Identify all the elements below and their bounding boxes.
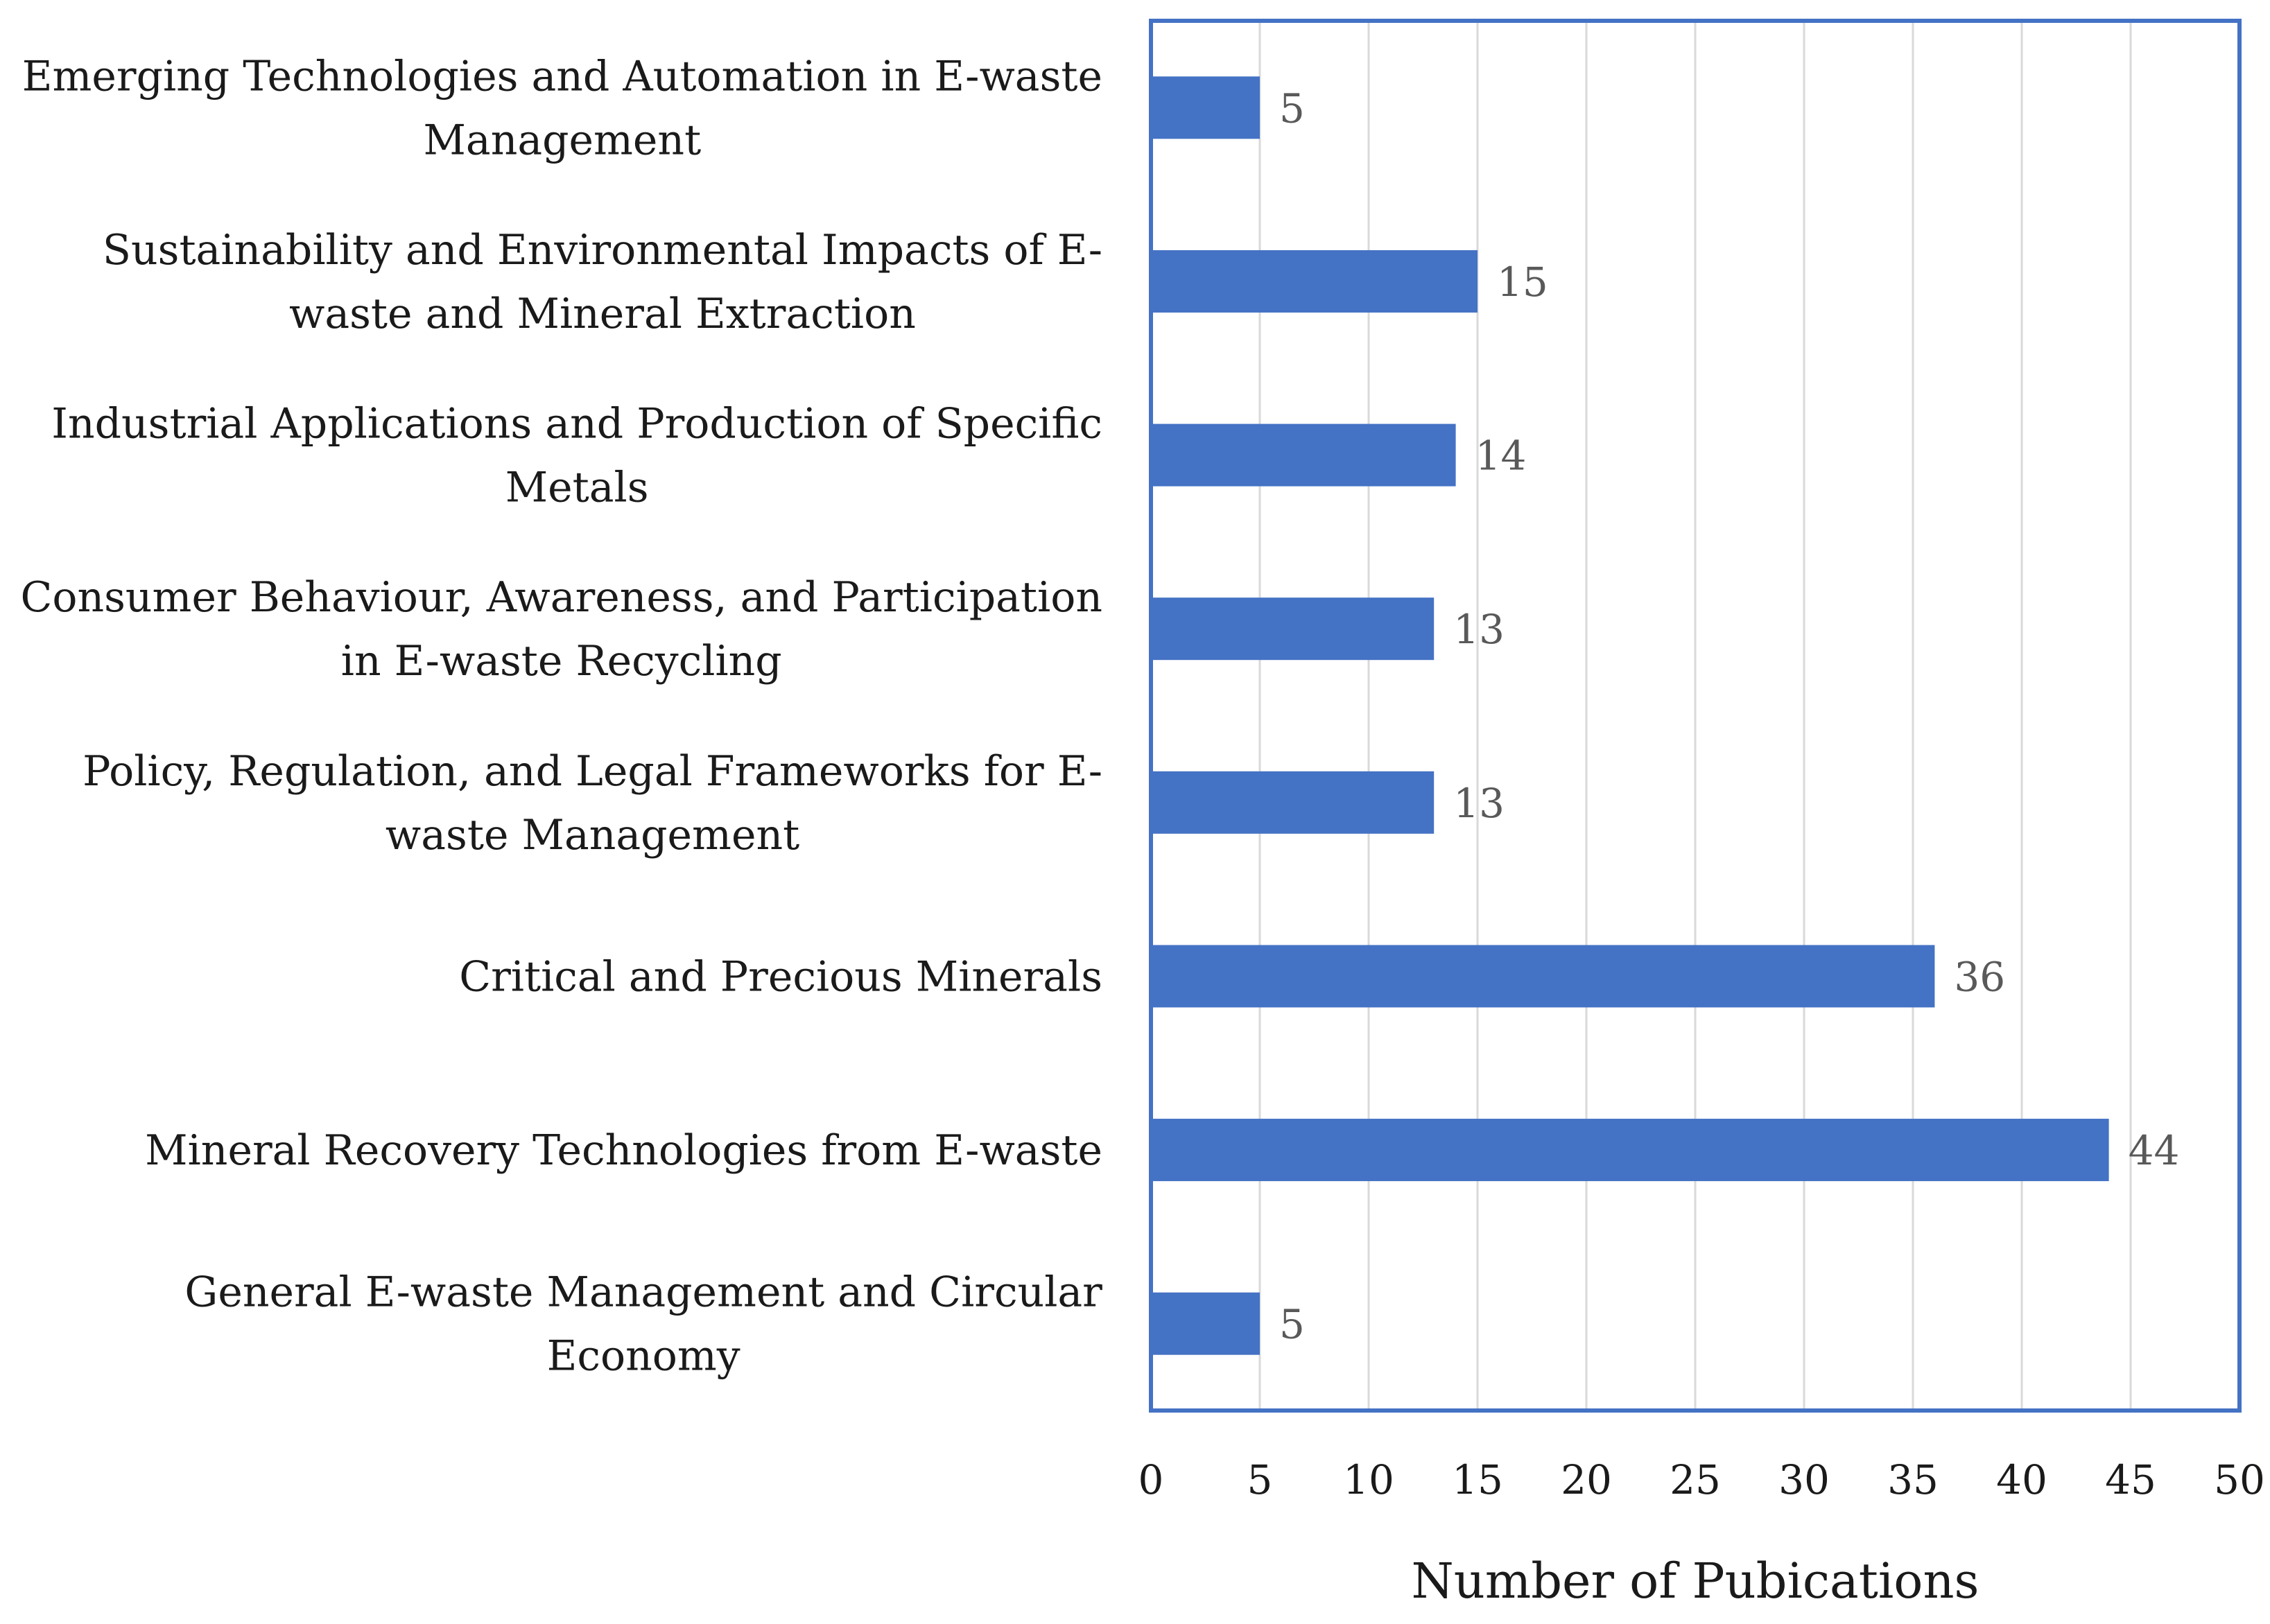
- category-label: [22, 52, 1102, 164]
- bar: [1151, 1119, 2109, 1181]
- data-label: 14: [1475, 432, 1527, 480]
- category-label: [20, 573, 1102, 686]
- x-tick-labels: [1138, 1456, 2265, 1503]
- data-label: 13: [1453, 779, 1505, 827]
- category-label-line: Management: [423, 116, 702, 165]
- category-label-line: Consumer Behaviour, Awareness, and Participation: [20, 573, 1102, 622]
- data-label: 13: [1453, 606, 1505, 654]
- x-tick-label: 45: [2105, 1456, 2156, 1503]
- category-label-line: Emerging Technologies and Automation in E-waste: [21, 52, 1102, 101]
- data-label: 44: [2128, 1127, 2180, 1175]
- x-tick-label: 10: [1343, 1456, 1394, 1503]
- x-tick-label: 40: [1996, 1456, 2047, 1503]
- category-label-line: Mineral Recovery Technologies from E-waste: [145, 1126, 1102, 1176]
- x-tick-label: 0: [1138, 1456, 1164, 1503]
- category-label: [103, 226, 1102, 338]
- bar: [1151, 771, 1434, 834]
- category-label-line: Metals: [505, 463, 649, 512]
- category-label-line: in E-waste Recycling: [340, 637, 782, 686]
- category-label-line: Critical and Precious Minerals: [459, 952, 1102, 1002]
- grid-lines: [1260, 21, 2131, 1411]
- data-label: 5: [1279, 1300, 1305, 1348]
- category-label-line: Economy: [546, 1331, 740, 1381]
- category-label-line: Sustainability and Environmental Impacts of E-: [102, 225, 1102, 274]
- category-label: [145, 1126, 1102, 1175]
- category-label-line: General E-waste Management and Circular: [184, 1268, 1102, 1317]
- bar: [1151, 945, 1934, 1007]
- bars: [1151, 76, 2109, 1354]
- category-label: [459, 952, 1102, 1001]
- bar: [1151, 597, 1434, 660]
- bar: [1151, 1293, 1260, 1355]
- category-label: [83, 747, 1102, 859]
- x-tick-label: 5: [1247, 1456, 1273, 1503]
- bar: [1151, 424, 1456, 487]
- bar: [1151, 250, 1478, 313]
- x-tick-label: 25: [1670, 1456, 1721, 1503]
- x-tick-label: 30: [1778, 1456, 1830, 1503]
- category-label-line: Policy, Regulation, and Legal Frameworks for E-: [83, 746, 1102, 796]
- data-label: 36: [1954, 953, 2006, 1001]
- x-axis-title: Number of Pubications: [1411, 1553, 1979, 1609]
- x-tick-label: 20: [1561, 1456, 1612, 1503]
- category-label-line: waste and Mineral Extraction: [289, 289, 916, 338]
- x-tick-label: 35: [1887, 1456, 1939, 1503]
- x-tick-label: 15: [1452, 1456, 1503, 1503]
- category-label-line: waste Management: [385, 810, 800, 859]
- data-label: 5: [1279, 85, 1305, 132]
- category-label: [51, 400, 1102, 512]
- bar: [1151, 76, 1260, 139]
- x-tick-label: 50: [2214, 1456, 2265, 1503]
- category-label-line: Industrial Applications and Production of Specific: [51, 399, 1102, 448]
- category-labels: [20, 52, 1102, 1380]
- category-label: [184, 1268, 1102, 1381]
- data-label: 15: [1497, 258, 1548, 306]
